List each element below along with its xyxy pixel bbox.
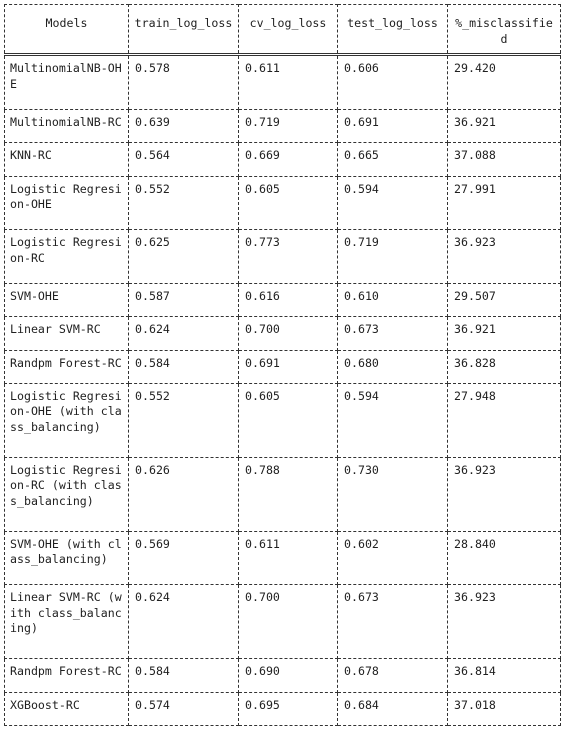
cv-log-loss-cell: 0.605 xyxy=(239,383,338,457)
model-name-cell: Randpm Forest-RC xyxy=(5,659,129,692)
table-row xyxy=(5,230,561,284)
misclassified-pct-cell: 36.921 xyxy=(448,109,561,142)
misclassified-pct-cell: 29.507 xyxy=(448,283,561,316)
model-name-cell: Randpm Forest-RC xyxy=(5,350,129,383)
model-name-cell: Linear SVM-RC xyxy=(5,317,129,350)
cv-log-loss-cell: 0.669 xyxy=(239,143,338,176)
test-log-loss-cell: 0.610 xyxy=(338,283,448,316)
table-row xyxy=(5,283,561,316)
model-name-cell: XGBoost-RC xyxy=(5,692,129,725)
table-row xyxy=(5,350,561,383)
test-log-loss-cell: 0.606 xyxy=(338,55,448,110)
header-test-log-loss: test_log_loss xyxy=(338,5,448,55)
test-log-loss-cell: 0.691 xyxy=(338,109,448,142)
model-name-cell: SVM-OHE (with class_balancing) xyxy=(5,531,129,585)
cv-log-loss-cell: 0.611 xyxy=(239,55,338,110)
misclassified-pct-cell: 29.420 xyxy=(448,55,561,110)
test-log-loss-cell: 0.684 xyxy=(338,692,448,725)
cv-log-loss-cell: 0.691 xyxy=(239,350,338,383)
test-log-loss-cell: 0.730 xyxy=(338,457,448,531)
misclassified-pct-cell: 27.991 xyxy=(448,176,561,230)
model-name-cell: Logistic Regresion-OHE (with class_balancing) xyxy=(5,383,129,457)
cv-log-loss-cell: 0.700 xyxy=(239,585,338,659)
test-log-loss-cell: 0.673 xyxy=(338,585,448,659)
header-models: Models xyxy=(5,5,129,55)
misclassified-pct-cell: 36.923 xyxy=(448,230,561,284)
test-log-loss-cell: 0.594 xyxy=(338,176,448,230)
cv-log-loss-cell: 0.700 xyxy=(239,317,338,350)
cv-log-loss-cell: 0.616 xyxy=(239,283,338,316)
misclassified-pct-cell: 36.814 xyxy=(448,659,561,692)
misclassified-pct-cell: 37.088 xyxy=(448,143,561,176)
table-row xyxy=(5,109,561,142)
table-row xyxy=(5,531,561,585)
test-log-loss-cell: 0.719 xyxy=(338,230,448,284)
train-log-loss-cell: 0.639 xyxy=(129,109,239,142)
cv-log-loss-cell: 0.605 xyxy=(239,176,338,230)
table-row xyxy=(5,659,561,692)
train-log-loss-cell: 0.574 xyxy=(129,692,239,725)
model-name-cell: Linear SVM-RC (with class_balancing) xyxy=(5,585,129,659)
cv-log-loss-cell: 0.788 xyxy=(239,457,338,531)
misclassified-pct-cell: 36.921 xyxy=(448,317,561,350)
train-log-loss-cell: 0.569 xyxy=(129,531,239,585)
train-log-loss-cell: 0.587 xyxy=(129,283,239,316)
model-name-cell: Logistic Regresion-RC (with class_balancing) xyxy=(5,457,129,531)
train-log-loss-cell: 0.624 xyxy=(129,585,239,659)
model-name-cell: Logistic Regresion-RC xyxy=(5,230,129,284)
train-log-loss-cell: 0.624 xyxy=(129,317,239,350)
model-name-cell: MultinomialNB-RC xyxy=(5,109,129,142)
test-log-loss-cell: 0.602 xyxy=(338,531,448,585)
misclassified-pct-cell: 27.948 xyxy=(448,383,561,457)
train-log-loss-cell: 0.625 xyxy=(129,230,239,284)
test-log-loss-cell: 0.678 xyxy=(338,659,448,692)
cv-log-loss-cell: 0.611 xyxy=(239,531,338,585)
table-row xyxy=(5,692,561,725)
train-log-loss-cell: 0.584 xyxy=(129,659,239,692)
header-train-log-loss: train_log_loss xyxy=(129,5,239,55)
misclassified-pct-cell: 28.840 xyxy=(448,531,561,585)
misclassified-pct-cell: 36.923 xyxy=(448,585,561,659)
train-log-loss-cell: 0.552 xyxy=(129,176,239,230)
model-name-cell: SVM-OHE xyxy=(5,283,129,316)
train-log-loss-cell: 0.584 xyxy=(129,350,239,383)
table-row xyxy=(5,176,561,230)
train-log-loss-cell: 0.564 xyxy=(129,143,239,176)
results-table xyxy=(4,4,561,726)
misclassified-pct-cell: 36.923 xyxy=(448,457,561,531)
table-row xyxy=(5,55,561,110)
train-log-loss-cell: 0.578 xyxy=(129,55,239,110)
header-row xyxy=(5,5,561,55)
header-cv-log-loss: cv_log_loss xyxy=(239,5,338,55)
cv-log-loss-cell: 0.690 xyxy=(239,659,338,692)
model-name-cell: MultinomialNB-OHE xyxy=(5,55,129,110)
test-log-loss-cell: 0.680 xyxy=(338,350,448,383)
train-log-loss-cell: 0.552 xyxy=(129,383,239,457)
cv-log-loss-cell: 0.695 xyxy=(239,692,338,725)
train-log-loss-cell: 0.626 xyxy=(129,457,239,531)
table-row xyxy=(5,143,561,176)
table-row xyxy=(5,585,561,659)
header-misclassified: %_misclassified xyxy=(448,5,561,55)
table-row xyxy=(5,457,561,531)
misclassified-pct-cell: 37.018 xyxy=(448,692,561,725)
test-log-loss-cell: 0.673 xyxy=(338,317,448,350)
model-name-cell: KNN-RC xyxy=(5,143,129,176)
cv-log-loss-cell: 0.773 xyxy=(239,230,338,284)
table-row xyxy=(5,317,561,350)
table-row xyxy=(5,383,561,457)
misclassified-pct-cell: 36.828 xyxy=(448,350,561,383)
model-name-cell: Logistic Regresion-OHE xyxy=(5,176,129,230)
test-log-loss-cell: 0.665 xyxy=(338,143,448,176)
cv-log-loss-cell: 0.719 xyxy=(239,109,338,142)
test-log-loss-cell: 0.594 xyxy=(338,383,448,457)
